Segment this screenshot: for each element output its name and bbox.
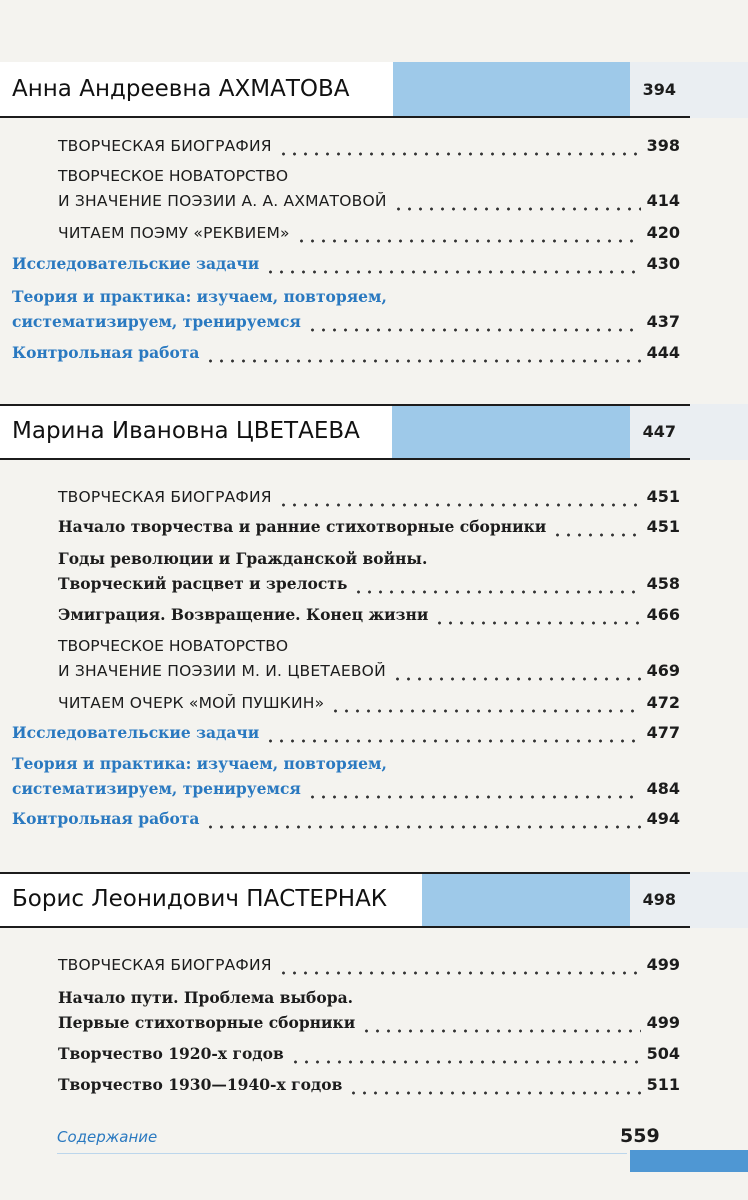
toc-entry[interactable]: Творчество 1920-х годов 504 <box>58 1041 680 1067</box>
toc-entry[interactable]: Контрольная работа 444 <box>12 340 680 366</box>
footer-label: Содержание <box>57 1128 158 1146</box>
section-page-number: 394 <box>642 80 676 99</box>
section-header-akhmatova <box>0 62 748 118</box>
toc-entry[interactable]: систематизируем, тренируемся 437 <box>12 309 680 335</box>
toc-entry-line: ТВОРЧЕСКОЕ НОВАТОРСТВО <box>58 637 289 655</box>
footer-accent-bar <box>630 1150 748 1172</box>
section-header-pasternak <box>0 872 748 928</box>
section-page-number: 498 <box>642 890 676 909</box>
toc-entry[interactable]: Исследовательские задачи 477 <box>12 720 680 746</box>
toc-entry[interactable]: И ЗНАЧЕНИЕ ПОЭЗИИ А. А. АХМАТОВОЙ 414 <box>58 188 680 214</box>
section-page-number: 447 <box>642 422 676 441</box>
toc-entry[interactable]: Творчество 1930—1940-х годов 511 <box>58 1072 680 1098</box>
toc-entry-line: ТВОРЧЕСКОЕ НОВАТОРСТВО <box>58 167 289 185</box>
section-header-tsvetaeva <box>0 404 748 460</box>
toc-entry-line: Годы революции и Гражданской войны. <box>58 549 428 568</box>
toc-entry[interactable]: ТВОРЧЕСКАЯ БИОГРАФИЯ 499 <box>58 952 680 978</box>
section-title: Анна Андреевна АХМАТОВА <box>12 76 350 102</box>
toc-entry[interactable]: Контрольная работа 494 <box>12 806 680 832</box>
footer-divider <box>57 1153 627 1154</box>
toc-entry[interactable]: ЧИТАЕМ ПОЭМУ «РЕКВИЕМ» 420 <box>58 220 680 246</box>
toc-entry-line: Теория и практика: изучаем, повторяем, <box>12 754 387 773</box>
toc-entry[interactable]: Начало творчества и ранние стихотворные сборники 451 <box>58 514 680 540</box>
section-title: Марина Ивановна ЦВЕТАЕВА <box>12 418 360 444</box>
toc-entry[interactable]: Эмиграция. Возвращение. Конец жизни 466 <box>58 602 680 628</box>
toc-entry[interactable]: Исследовательские задачи 430 <box>12 251 680 277</box>
toc-entry[interactable]: ЧИТАЕМ ОЧЕРК «МОЙ ПУШКИН» 472 <box>58 690 680 716</box>
toc-entry-line: Теория и практика: изучаем, повторяем, <box>12 287 387 306</box>
section-title: Борис Леонидович ПАСТЕРНАК <box>12 886 388 912</box>
page-number: 559 <box>620 1125 660 1147</box>
toc-entry[interactable]: Первые стихотворные сборники 499 <box>58 1010 680 1036</box>
toc-entry[interactable]: И ЗНАЧЕНИЕ ПОЭЗИИ М. И. ЦВЕТАЕВОЙ 469 <box>58 658 680 684</box>
toc-entry-line: Начало пути. Проблема выбора. <box>58 988 354 1007</box>
toc-entry[interactable]: систематизируем, тренируемся 484 <box>12 776 680 802</box>
toc-entry[interactable]: ТВОРЧЕСКАЯ БИОГРАФИЯ 451 <box>58 484 680 510</box>
toc-entry[interactable]: ТВОРЧЕСКАЯ БИОГРАФИЯ 398 <box>58 133 680 159</box>
toc-entry[interactable]: Творческий расцвет и зрелость 458 <box>58 571 680 597</box>
